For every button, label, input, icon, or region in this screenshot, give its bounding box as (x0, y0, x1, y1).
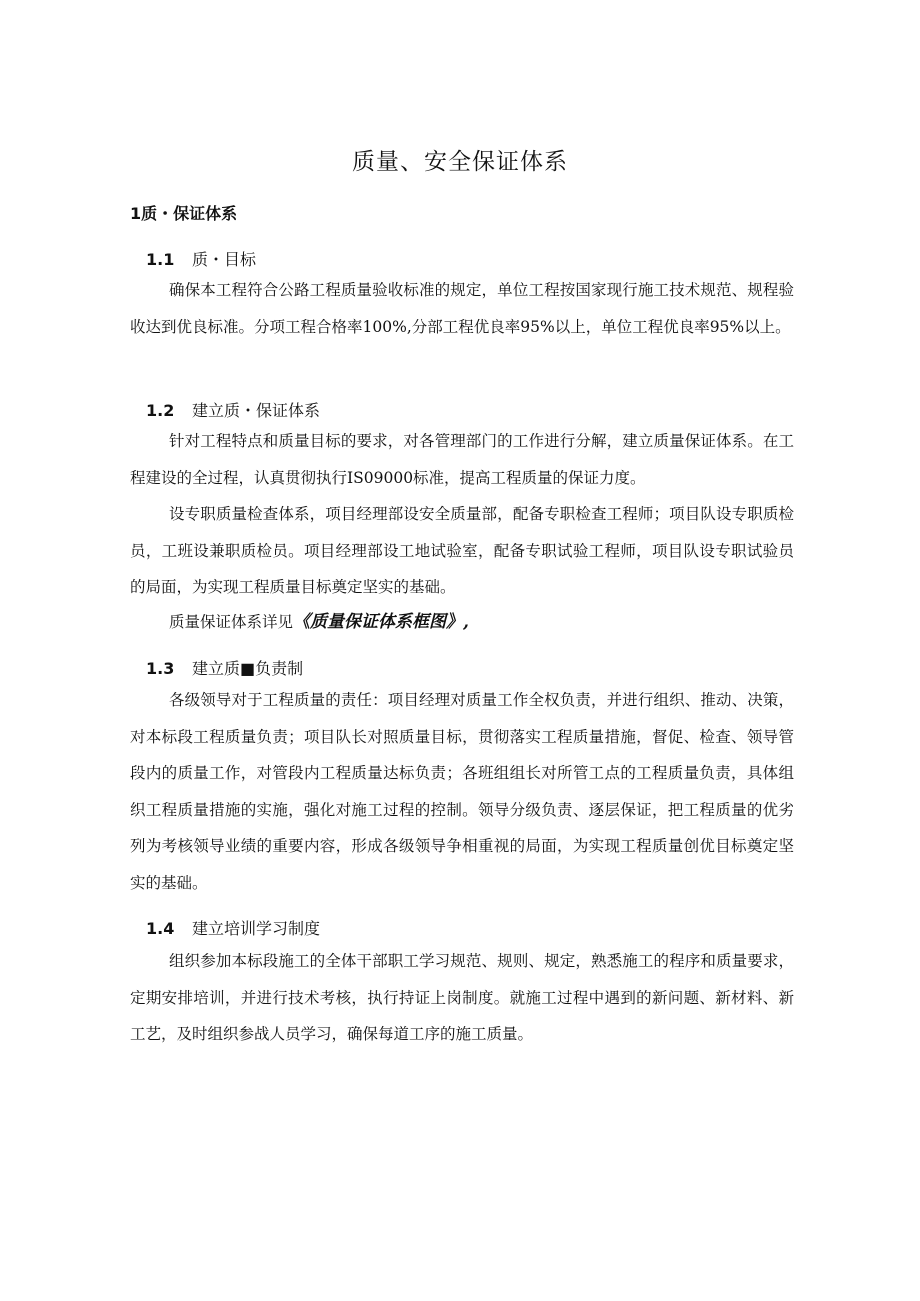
paragraph-1-1-goal: 确保本工程符合公路工程质量验收标准的规定，单位工程按国家现行施工技术规范、规程验收达到优良标准。分项工程合格率100%,分部工程优良率95%以上，单位工程优良率95%以上。 (130, 281, 794, 336)
subsection-1-4-heading (146, 916, 320, 939)
paragraph-1-2-inspection: 设专职质量检查体系，项目经理部设安全质量部，配备专职检查工程师；项目队设专职质检员，工班设兼职质检员。项目经理部设工地试验室，配备专职试验工程师，项目队设专职试验员的局面，为实现工程质量目标奠定坚实的基础。 (130, 505, 794, 596)
subsection-number: 1.1 (146, 250, 175, 269)
subsection-title: 质・目标 (192, 250, 257, 269)
subsection-title: 建立培训学习制度 (192, 919, 321, 938)
subsection-1-3-heading (146, 656, 303, 679)
subsection-title: 建立质■负责制 (192, 659, 304, 678)
section-1-heading: 1质・保证体系 (130, 204, 238, 223)
paragraph-1-4-training: 组织参加本标段施工的全体干部职工学习规范、规则、规定，熟悉施工的程序和质量要求，定期安排培训，并进行技术考核，执行持证上岗制度。就施工过程中遇到的新问题、新材料、新工艺，及时组织参战人员学习，确保每道工序的施工质量。 (130, 952, 794, 1043)
reference-prefix: 质量保证体系详见 (169, 613, 294, 631)
paragraph-1-3-responsibility: 各级领导对于工程质量的责任：项目经理对质量工作全权负责，并进行组织、推动、决策，对本标段工程质量负责；项目队长对照质量目标，贯彻落实工程质量措施，督促、检查、领导管段内的质量工作，对管段内工程质量达标负责；各班组组长对所管工点的工程质量负责，具体组织工程质量措施的实施，强化对施工过程的控制。领导分级负责、逐层保证，把工程质量的优劣列为考核领导业绩的重要内容，形成各级领导争相重视的局面，为实现工程质量创优目标奠定坚实的基础。 (130, 691, 794, 892)
paragraph-1-2-system: 针对工程特点和质量目标的要求，对各管理部门的工作进行分解，建立质量保证体系。在工程建设的全过程，认真贯彻执行IS09000标准，提高工程质量的保证力度。 (130, 432, 794, 487)
subsection-number: 1.2 (146, 401, 175, 420)
subsection-number: 1.4 (146, 919, 175, 938)
subsection-title: 建立质・保证体系 (192, 401, 321, 420)
document-title: 质量、安全保证体系 (352, 149, 568, 175)
subsection-1-1-heading (146, 247, 256, 270)
subsection-1-2-heading (146, 398, 320, 421)
subsection-number: 1.3 (146, 659, 175, 678)
figure-reference: 《质量保证体系框图》, (293, 612, 469, 632)
paragraph-1-2-reference (130, 604, 794, 641)
